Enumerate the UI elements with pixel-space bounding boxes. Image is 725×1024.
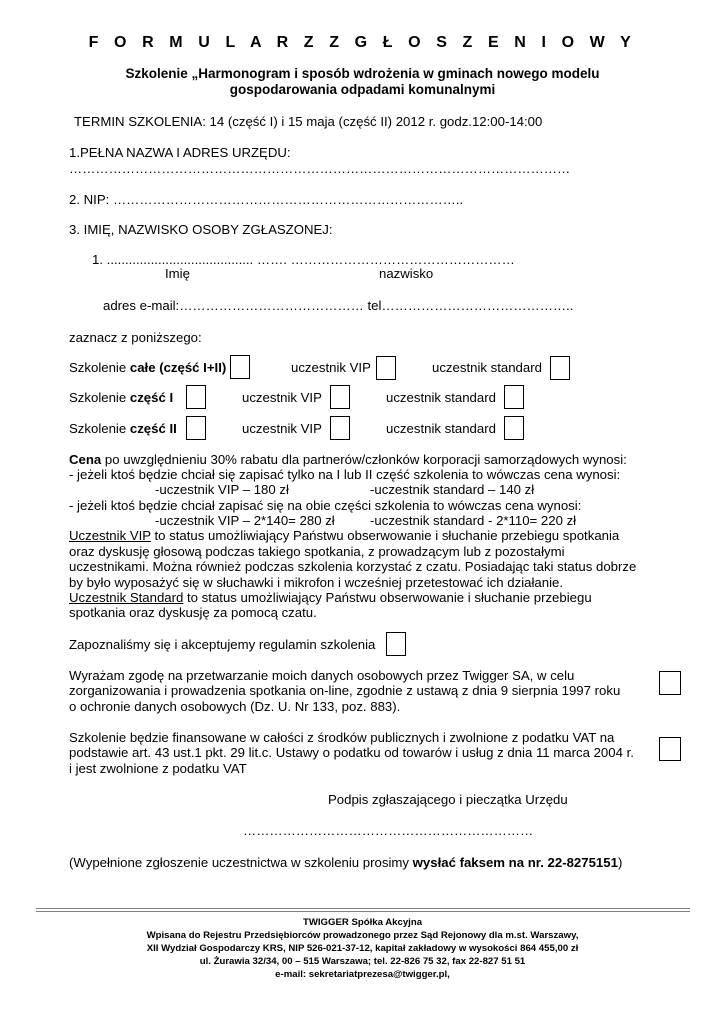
option-part2-label: Szkolenie część II [69,421,177,436]
footer-divider-top [36,908,690,909]
part1-standard-checkbox[interactable] [504,385,524,409]
email-phone-field[interactable]: adres e-mail:…………………………………… tel…………………………………….. [103,298,574,313]
consent-text-line2: zorganizowania i prowadzenia spotkania on-line, zgodnie z ustawą z dnia 9 sierpnia 1997 roku [69,683,621,698]
person-name-field[interactable]: 1. ........................................ ……. …………………………………………… [92,252,515,267]
option-part1-checkbox[interactable] [186,385,206,409]
option-full-checkbox[interactable] [230,355,250,379]
price-both-parts: - jeżeli ktoś będzie chciał zapisać się na obie części szkolenia to wówczas cena wynosi: [69,498,582,513]
regulations-checkbox[interactable] [386,632,406,656]
vip-label: uczestnik VIP [242,390,322,405]
vip-description-line3: uczestnikami. Można również podczas szkolenia korzystać z czatu. Posiadając taki status dobrze [69,559,637,574]
company-krs: XII Wydział Gospodarczy KRS, NIP 526-021-37-12, kapitał zakładowy w wysokości 864 455,00 zł [146,943,579,954]
first-name-caption: Imię [165,266,190,281]
office-name-label: 1.PEŁNA NAZWA I ADRES URZĘDU: [69,145,291,160]
company-name: TWIGGER Spółka Akcyjna [302,917,423,928]
part1-vip-checkbox[interactable] [330,385,350,409]
price-both-standard: -uczestnik standard - 2*110= 220 zł [370,513,577,528]
standard-description-line2: spotkania oraz dyskusję za pomocą czatu. [69,605,317,620]
nip-field[interactable]: 2. NIP: …………………………………………………………………….. [69,192,464,207]
company-address: ul. Żurawia 32/34, 00 – 515 Warszawa; tel. 22-826 75 32, fax 22-827 51 51 [199,956,526,967]
form-title: F O R M U L A R Z Z G Ł O S Z E N I O W Y [88,34,637,51]
standard-description: Uczestnik Standard to status umożliwiający Państwu obserwowanie i słuchanie przebiegu [69,590,592,605]
price-both-vip: -uczestnik VIP – 2*140= 280 zł [155,513,335,528]
vat-text-line3: i jest zwolnione z podatku VAT [69,761,247,776]
price-single-vip: -uczestnik VIP – 180 zł [155,482,289,497]
vip-description: Uczestnik VIP to status umożliwiający Państwu obserwowanie i słuchanie przebiegu spotkania [69,528,620,543]
price-single-standard: -uczestnik standard – 140 zł [370,482,535,497]
company-email: e-mail: sekretariatprezesa@twigger.pl, [275,969,450,980]
vip-description-line2: oraz dyskusję głosową podczas takiego spotkania, z prowadzącym lub z pozostałymi [69,544,565,559]
consent-text-line1: Wyrażam zgodę na przetwarzanie moich danych osobowych przez Twigger SA, w celu [69,668,575,683]
footer-divider-bottom [36,911,690,912]
person-label: 3. IMIĘ, NAZWISKO OSOBY ZGŁASZONEJ: [69,222,333,237]
training-subtitle-line1: Szkolenie „Harmonogram i sposób wdrożenia w gminach nowego modelu [125,66,600,81]
vat-text-line2: podstawie art. 43 ust.1 pkt. 29 lit.c. Ustawy o podatku od towarów i usług z dnia 11 marca 2004 r. [69,745,634,760]
option-full-label: Szkolenie całe (część I+II) [69,360,227,375]
office-name-field[interactable]: …………………………………………………………………………………………………… [69,161,571,176]
vat-checkbox[interactable] [659,737,681,761]
standard-label: uczestnik standard [386,421,496,436]
full-standard-checkbox[interactable] [550,356,570,380]
option-part1-label: Szkolenie część I [69,390,174,405]
training-subtitle-line2: gospodarowania odpadami komunalnymi [229,82,496,97]
vip-label: uczestnik VIP [242,421,322,436]
price-intro: Cena po uwzględnieniu 30% rabatu dla partnerów/członków korporacji samorządowych wynosi: [69,452,627,467]
price-single-part: - jeżeli ktoś będzie chciał się zapisać tylko na I lub II część szkolenia to wówczas cena wynosi: [69,467,621,482]
standard-label: uczestnik standard [386,390,496,405]
training-date: TERMIN SZKOLENIA: 14 (część I) i 15 maja (część II) 2012 r. godz.12:00-14:00 [74,114,543,129]
signature-field[interactable]: ………………………………………………………… [243,823,534,838]
choose-label: zaznacz z poniższego: [69,330,202,345]
full-vip-checkbox[interactable] [376,356,396,380]
fax-instruction: (Wypełnione zgłoszenie uczestnictwa w szkoleniu prosimy wysłać faksem na nr. 22-8275151) [69,855,623,870]
part2-vip-checkbox[interactable] [330,416,350,440]
last-name-caption: nazwisko [379,266,434,281]
standard-label: uczestnik standard [432,360,542,375]
signature-label: Podpis zgłaszającego i pieczątka Urzędu [328,792,568,807]
part2-standard-checkbox[interactable] [504,416,524,440]
consent-text-line3: o ochronie danych osobowych (Dz. U. Nr 133, poz. 883). [69,699,401,714]
option-part2-checkbox[interactable] [186,416,206,440]
vat-text-line1: Szkolenie będzie finansowane w całości z środków publicznych i zwolnione z podatku VAT na [69,730,615,745]
vip-label: uczestnik VIP [291,360,371,375]
company-register: Wpisana do Rejestru Przedsiębiorców prowadzonego przez Sąd Rejonowy dla m.st. Warszawy, [146,930,579,941]
vip-description-line4: by było wyposażyć się w słuchawki i mikrofon i wcześniej przetestować ich działanie. [69,575,563,590]
consent-checkbox[interactable] [659,671,681,695]
regulations-label: Zapoznaliśmy się i akceptujemy regulamin szkolenia [69,637,376,652]
